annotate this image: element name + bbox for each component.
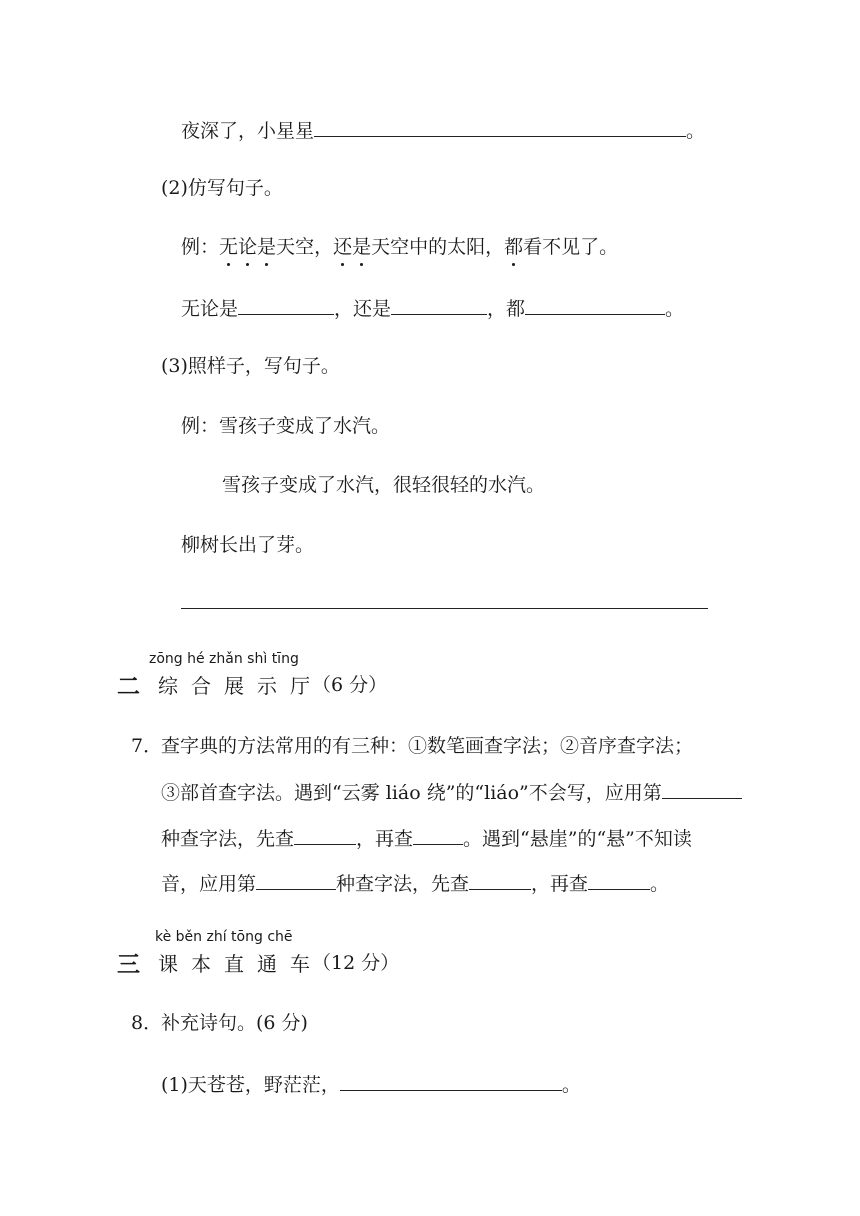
answer-blank[interactable] — [256, 869, 336, 890]
section2-pinyin: zōng hé zhǎn shì tīng — [149, 651, 299, 667]
q7-text: 种查字法，先查 — [336, 873, 470, 895]
q6-line1-text: 夜深了，小星星 — [181, 120, 315, 142]
q8-part1 — [161, 1070, 581, 1098]
q7-line4 — [161, 869, 669, 897]
example-mid: 天空中的太阳， — [371, 236, 505, 258]
q7-text: 种查字法，先查 — [161, 828, 295, 850]
q6-line1 — [181, 116, 705, 144]
answer-blank[interactable] — [294, 824, 356, 845]
section2-title: 综合展示厅 — [158, 674, 323, 698]
example-prefix: 例： — [181, 236, 220, 258]
answer-blank[interactable] — [469, 869, 531, 890]
q6-part3-label: (3)照样子，写句子。 — [161, 355, 340, 377]
q7-text: ，再查 — [356, 828, 414, 850]
q7-text: ，再查 — [531, 873, 589, 895]
section3-score: （12 分） — [312, 952, 400, 974]
emphasis-char: 是 — [257, 236, 277, 258]
answer-blank[interactable] — [391, 294, 487, 315]
q7-text: ③部首查字法。遇到“云雾 liáo 绕”的“liáo”不会写，应用第 — [161, 782, 662, 804]
q8-number: 8． — [131, 1012, 163, 1034]
q7-line2 — [161, 778, 742, 806]
q7-number: 7． — [131, 735, 163, 757]
section2-score: （6 分） — [312, 674, 388, 696]
answer-blank[interactable] — [340, 1070, 562, 1091]
emphasis-char: 是 — [352, 236, 372, 258]
example-mid: 天空， — [276, 236, 334, 258]
q6-part2-label: (2)仿写句子。 — [161, 177, 283, 199]
answer-blank[interactable] — [314, 116, 686, 137]
q6-prompt: 柳树长出了芽。 — [181, 534, 315, 556]
q6-example3-line2: 雪孩子变成了水汽，很轻很轻的水汽。 — [222, 474, 546, 496]
emphasis-char: 无 — [219, 236, 239, 258]
answer-blank[interactable] — [413, 824, 463, 845]
fill-text: ，还是 — [334, 298, 392, 320]
q8-text: 补充诗句。(6 分) — [161, 1012, 308, 1034]
fill-text: ，都 — [487, 298, 526, 320]
answer-line[interactable] — [181, 608, 708, 609]
emphasis-char: 还 — [333, 236, 353, 258]
q6-line1-end: 。 — [686, 120, 706, 142]
emphasis-char: 都 — [504, 236, 524, 258]
fill-text: 。 — [665, 298, 685, 320]
q7-line3 — [161, 824, 692, 852]
answer-blank[interactable] — [238, 294, 334, 315]
section3-number: 三 — [117, 952, 140, 978]
q8-text: (1)天苍苍，野茫茫， — [161, 1074, 340, 1096]
example-tail: 看不见了。 — [523, 236, 619, 258]
section2-number: 二 — [117, 674, 140, 700]
answer-blank[interactable] — [525, 294, 665, 315]
emphasis-char: 论 — [238, 236, 258, 258]
q6-example-sentence — [181, 234, 618, 260]
q6-fill-sentence — [181, 294, 684, 322]
section3-title: 课本直通车 — [158, 952, 323, 976]
q7-text: 。 — [650, 873, 670, 895]
section3-pinyin: kè běn zhí tōng chē — [155, 929, 293, 945]
fill-text: 无论是 — [181, 298, 239, 320]
answer-blank[interactable] — [662, 778, 742, 799]
answer-blank[interactable] — [588, 869, 650, 890]
q8-text: 。 — [561, 1074, 581, 1096]
q6-example3-line1: 例：雪孩子变成了水汽。 — [181, 415, 391, 437]
q7-text: 。遇到“悬崖”的“悬”不知读 — [463, 828, 692, 850]
q7-line1: 查字典的方法常用的有三种：①数笔画查字法；②音序查字法； — [161, 735, 694, 757]
q7-text: 音，应用第 — [161, 873, 257, 895]
